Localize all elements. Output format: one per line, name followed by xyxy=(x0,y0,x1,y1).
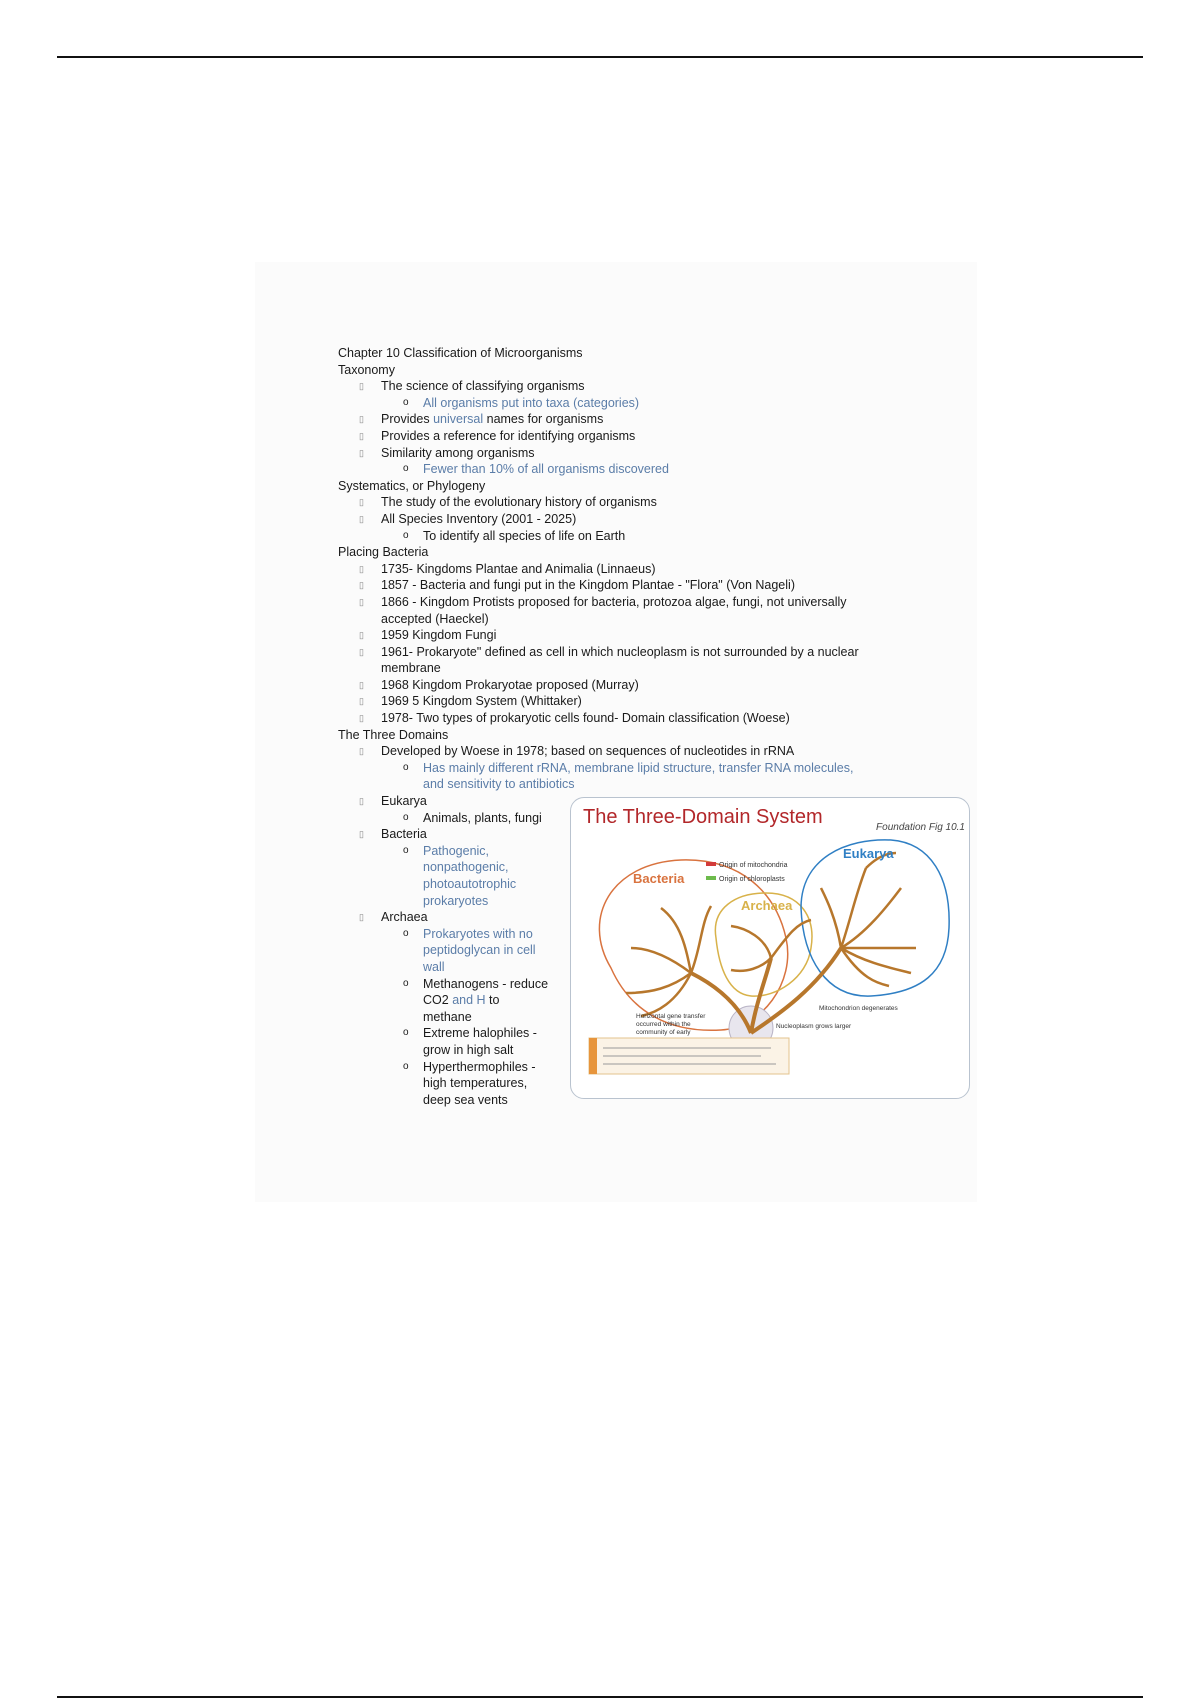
hgt-note-line: community of early xyxy=(636,1029,691,1036)
square-bullet-icon: ▯ xyxy=(359,630,364,641)
list-item-continuation: methane xyxy=(423,1009,472,1024)
list-item: o All organisms put into taxa (categories) xyxy=(403,395,640,410)
circle-bullet-icon: o xyxy=(403,927,409,939)
mito-note: Mitochondrion degenerates xyxy=(819,1005,898,1012)
square-bullet-icon: ▯ xyxy=(359,679,364,690)
list-item-continuation: deep sea vents xyxy=(423,1092,508,1107)
list-item: o Prokaryotes with no xyxy=(403,926,533,941)
circle-bullet-icon: o xyxy=(403,1060,409,1072)
circle-bullet-icon: o xyxy=(403,977,409,989)
key-box-accent xyxy=(589,1038,597,1074)
list-item-continuation: grow in high salt xyxy=(423,1042,514,1057)
legend-chloro-swatch xyxy=(706,876,716,880)
circle-bullet-icon: o xyxy=(403,396,409,408)
list-item-continuation: high temperatures, xyxy=(423,1076,528,1091)
list-item-continuation: nonpathogenic, xyxy=(423,860,509,875)
list-item: o Has mainly different rRNA, membrane lipid structure, transfer RNA molecules, xyxy=(403,760,854,775)
list-item-continuation: and sensitivity to antibiotics xyxy=(423,777,575,792)
square-bullet-icon: ▯ xyxy=(359,596,364,607)
doc-title: Chapter 10 Classification of Microorganisms xyxy=(338,346,583,360)
heading-systematics: Systematics, or Phylogeny xyxy=(338,478,486,493)
list-item: ▯ 1968 Kingdom Prokaryotae proposed (Murray) xyxy=(359,677,639,692)
circle-bullet-icon: o xyxy=(403,463,409,475)
square-bullet-icon: ▯ xyxy=(359,430,364,441)
list-item: o Extreme halophiles - xyxy=(403,1026,537,1041)
list-item: ▯ 1969 5 Kingdom System (Whittaker) xyxy=(359,694,582,709)
square-bullet-icon: ▯ xyxy=(359,796,364,807)
square-bullet-icon: ▯ xyxy=(359,746,364,757)
figure-reference: Foundation Fig 10.1 xyxy=(876,822,965,833)
heading-placing-bacteria: Placing Bacteria xyxy=(338,545,429,560)
square-bullet-icon: ▯ xyxy=(359,829,364,840)
archaea-label: Archaea xyxy=(741,898,793,913)
list-item: ▯ All Species Inventory (2001 - 2025) xyxy=(359,511,577,526)
circle-bullet-icon: o xyxy=(403,529,409,541)
list-item: ▯ 1961- Prokaryote" defined as cell in which nucleoplasm is not surrounded by a nuclear xyxy=(359,644,859,659)
square-bullet-icon: ▯ xyxy=(359,563,364,574)
eukarya-label: Eukarya xyxy=(843,846,894,861)
heading-three-domains: The Three Domains xyxy=(338,727,449,742)
list-item: o To identify all species of life on Earth xyxy=(403,528,626,543)
bacteria-branches xyxy=(626,906,711,1016)
legend-chloro-label: Origin of chloroplasts xyxy=(719,876,785,883)
square-bullet-icon: ▯ xyxy=(359,580,364,591)
list-item-continuation: prokaryotes xyxy=(423,893,489,908)
list-item: ▯ The study of the evolutionary history of organisms xyxy=(359,495,657,510)
list-item: ▯ Provides universal names for organisms xyxy=(359,412,604,427)
eukarya-branches xyxy=(821,853,916,986)
list-item: ▯ Developed by Woese in 1978; based on sequences of nucleotides in rRNA xyxy=(359,744,795,759)
bottom-rule xyxy=(57,1696,1143,1698)
list-item-continuation: CO2 and H to xyxy=(423,993,500,1008)
list-item: ▯ 1735- Kingdoms Plantae and Animalia (Linnaeus) xyxy=(359,561,656,576)
circle-bullet-icon: o xyxy=(403,1027,409,1039)
list-item: ▯ Archaea xyxy=(359,910,428,925)
square-bullet-icon: ▯ xyxy=(359,381,364,392)
list-item: ▯ Provides a reference for identifying organisms xyxy=(359,428,636,443)
circle-bullet-icon: o xyxy=(403,844,409,856)
list-item: ▯ Bacteria xyxy=(359,827,427,842)
square-bullet-icon: ▯ xyxy=(359,713,364,724)
square-bullet-icon: ▯ xyxy=(359,497,364,508)
list-item: o Methanogens - reduce xyxy=(403,976,549,991)
hgt-note-line: occurred within the xyxy=(636,1021,691,1028)
circle-bullet-icon: o xyxy=(403,811,409,823)
list-item: ▯ Similarity among organisms xyxy=(359,445,535,460)
square-bullet-icon: ▯ xyxy=(359,447,364,458)
bacteria-label: Bacteria xyxy=(633,871,685,886)
top-rule xyxy=(57,56,1143,58)
circle-bullet-icon: o xyxy=(403,761,409,773)
phylogenetic-tree-diagram xyxy=(571,798,969,1098)
list-item-continuation: wall xyxy=(423,959,445,974)
list-item: ▯ Eukarya xyxy=(359,794,427,809)
list-item: o Hyperthermophiles - xyxy=(403,1059,536,1074)
list-item: ▯ 1857 - Bacteria and fungi put in the Kingdom Plantae - "Flora" (Von Nageli) xyxy=(359,578,795,593)
square-bullet-icon: ▯ xyxy=(359,414,364,425)
list-item-continuation: accepted (Haeckel) xyxy=(381,611,489,626)
list-item: o Animals, plants, fungi xyxy=(403,810,542,825)
list-item: ▯ The science of classifying organisms xyxy=(359,379,585,394)
square-bullet-icon: ▯ xyxy=(359,646,364,657)
list-item: ▯ 1959 Kingdom Fungi xyxy=(359,628,497,643)
legend-mito-swatch xyxy=(706,862,716,866)
square-bullet-icon: ▯ xyxy=(359,513,364,524)
nucleo-note: Nucleoplasm grows larger xyxy=(776,1023,852,1030)
square-bullet-icon: ▯ xyxy=(359,912,364,923)
list-item: o Fewer than 10% of all organisms discovered xyxy=(403,462,669,477)
list-item-continuation: membrane xyxy=(381,661,441,676)
list-item: ▯ 1866 - Kingdom Protists proposed for bacteria, protozoa algae, fungi, not universally xyxy=(359,594,847,609)
figure-title: The Three-Domain System xyxy=(583,806,823,828)
list-item: o Pathogenic, xyxy=(403,843,490,858)
three-domain-figure xyxy=(570,797,970,1099)
list-item-continuation: peptidoglycan in cell xyxy=(423,943,536,958)
square-bullet-icon: ▯ xyxy=(359,696,364,707)
hgt-note-line: Horizontal gene transfer xyxy=(636,1013,706,1020)
legend-mito-label: Origin of mitochondria xyxy=(719,862,788,869)
bacteria-domain-outline xyxy=(599,860,787,1030)
heading-taxonomy: Taxonomy xyxy=(338,362,395,377)
list-item: ▯ 1978- Two types of prokaryotic cells found- Domain classification (Woese) xyxy=(359,711,790,726)
list-item-continuation: photoautotrophic xyxy=(423,877,517,891)
